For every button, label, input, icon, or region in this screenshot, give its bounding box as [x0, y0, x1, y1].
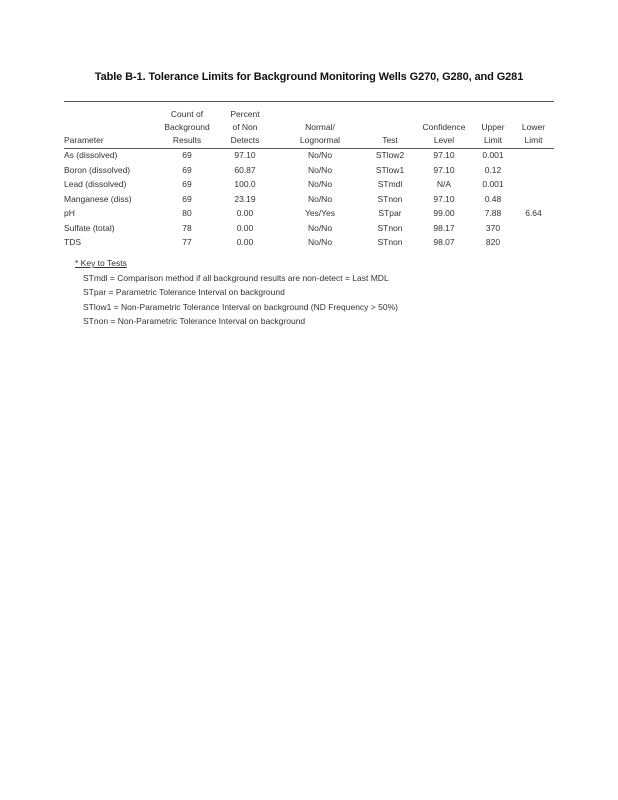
header-parameter [64, 108, 159, 148]
table-title: Table B-1. Tolerance Limits for Background Monitoring Wells G270, G280, and G281 [94, 71, 524, 83]
table-header-row [64, 108, 554, 148]
header-percent-line1: Percent [230, 109, 260, 119]
key-line-stnon: STnon = Non-Parametric Tolerance Interval on background [83, 316, 306, 326]
header-test [365, 108, 415, 148]
cell-normal: No/No [307, 179, 333, 189]
header-lower-line1: Lower [521, 122, 546, 132]
cell-normal: Yes/Yes [304, 208, 336, 218]
table-row [64, 235, 554, 250]
cell-test: STnon [377, 222, 403, 233]
header-lower [513, 108, 554, 148]
cell-confidence: 98.17 [433, 222, 455, 233]
cell-parameter: Boron (dissolved) [64, 164, 131, 175]
cell-lower [513, 163, 554, 178]
cell-confidence: 98.07 [433, 237, 455, 247]
cell-normal: No/No [307, 222, 333, 233]
table-row [64, 163, 554, 178]
header-lower-line2: Limit [524, 135, 543, 145]
table-top-rule [64, 101, 554, 102]
cell-upper: 0.001 [482, 179, 504, 189]
cell-count: 69 [182, 193, 192, 204]
cell-confidence: 99.00 [433, 208, 455, 218]
table-row [64, 192, 554, 207]
key-line-stmdl: STmdl = Comparison method if all background results are non-detect = Last MDL [83, 272, 389, 283]
cell-percent: 0.00 [236, 222, 254, 233]
header-test-text: Test [382, 135, 398, 145]
header-confidence-line1: Confidence [422, 122, 466, 132]
cell-percent: 0.00 [236, 208, 254, 218]
cell-lower [513, 235, 554, 250]
tolerance-limits-table [64, 108, 554, 250]
key-line-stlow1: STlow1 = Non-Parametric Tolerance Interval on background (ND Frequency > 50%) [83, 301, 398, 312]
header-count-line2: Background [164, 122, 210, 132]
cell-parameter: TDS [64, 237, 81, 247]
header-count [159, 108, 215, 148]
cell-upper: 0.001 [482, 150, 504, 160]
cell-percent: 100.0 [234, 179, 256, 189]
cell-confidence: 97.10 [433, 193, 455, 204]
header-normal-line1: Normal/ [305, 122, 335, 132]
cell-test: STlow2 [375, 150, 405, 160]
header-percent-line2: of Non [232, 122, 258, 132]
cell-confidence: 97.10 [433, 150, 455, 160]
cell-percent: 23.19 [234, 193, 256, 204]
cell-test: STmdl [377, 179, 403, 189]
cell-count: 69 [182, 150, 192, 160]
cell-confidence: 97.10 [433, 164, 455, 175]
cell-upper: 0.12 [484, 164, 502, 175]
header-confidence [415, 108, 473, 148]
cell-normal: No/No [307, 150, 333, 160]
cell-count: 78 [182, 222, 192, 233]
header-count-line3: Results [172, 135, 202, 145]
key-title: * Key to Tests [75, 258, 127, 268]
header-percent [215, 108, 275, 148]
table-row [64, 177, 554, 192]
cell-upper: 370 [485, 222, 501, 233]
header-upper-line1: Upper [481, 122, 505, 132]
key-line-stpar: STpar = Parametric Tolerance Interval on background [83, 287, 285, 297]
cell-count: 69 [182, 164, 192, 175]
cell-parameter: pH [64, 208, 75, 218]
cell-lower: 6.64 [525, 208, 542, 218]
cell-parameter: Lead (dissolved) [64, 179, 127, 189]
cell-upper: 820 [485, 237, 501, 247]
header-confidence-line2: Level [433, 135, 455, 145]
table-row [64, 148, 554, 163]
cell-parameter: Manganese (diss) [64, 193, 132, 204]
cell-percent: 97.10 [234, 150, 256, 160]
cell-count: 69 [182, 179, 192, 189]
cell-parameter: As (dissolved) [64, 150, 118, 160]
table-row [64, 221, 554, 236]
header-percent-line3: Detects [230, 135, 260, 145]
cell-percent: 0.00 [236, 237, 254, 247]
header-normal-line2: Lognormal [299, 135, 341, 145]
header-upper [473, 108, 513, 148]
cell-lower [513, 221, 554, 236]
header-normal [275, 108, 365, 148]
cell-normal: No/No [307, 237, 333, 247]
cell-normal: No/No [307, 193, 333, 204]
cell-lower [513, 177, 554, 192]
cell-percent: 60.87 [234, 164, 256, 175]
cell-lower [513, 192, 554, 207]
key-to-tests [75, 256, 398, 329]
cell-test: STnon [377, 237, 403, 247]
header-parameter-text: Parameter [64, 135, 104, 145]
cell-test: STlow1 [375, 164, 405, 175]
table-row [64, 206, 554, 221]
cell-count: 77 [182, 237, 192, 247]
header-upper-line2: Limit [484, 135, 502, 145]
cell-upper: 7.88 [484, 208, 502, 218]
cell-confidence: N/A [436, 179, 452, 189]
cell-count: 80 [182, 208, 192, 218]
cell-test: STpar [378, 208, 402, 218]
cell-lower [513, 148, 554, 163]
table-body [64, 148, 554, 250]
cell-test: STnon [377, 193, 403, 204]
cell-normal: No/No [307, 164, 333, 175]
cell-parameter: Sulfate (total) [64, 222, 115, 233]
header-count-line1: Count of [170, 109, 204, 119]
cell-upper: 0.48 [484, 193, 502, 204]
